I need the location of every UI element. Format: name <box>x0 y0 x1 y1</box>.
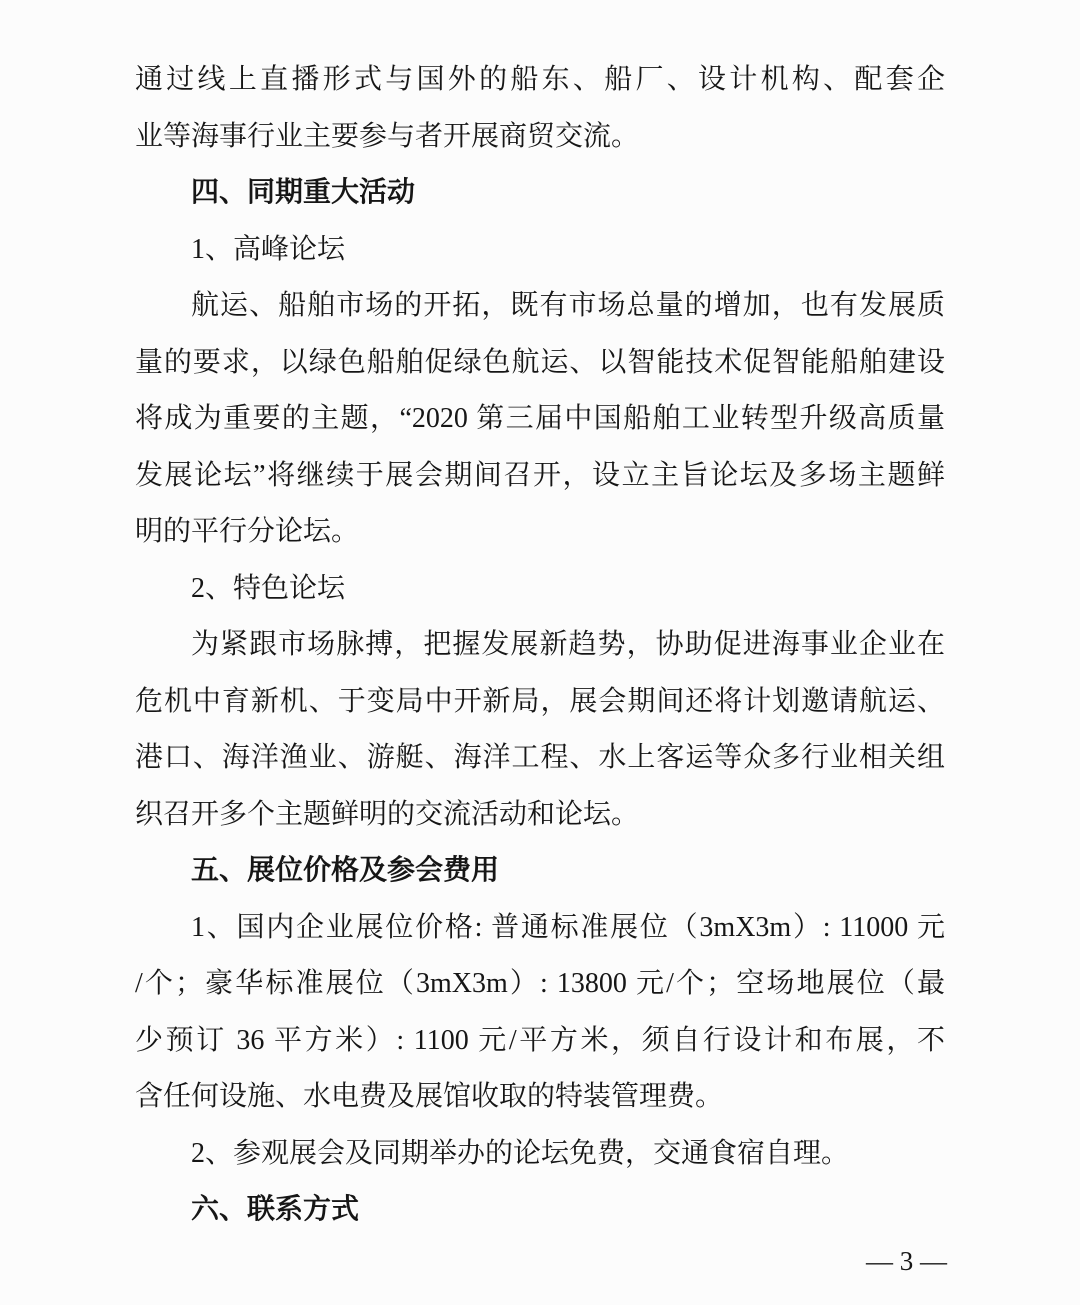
subsection-title: 1、高峰论坛 <box>191 233 346 265</box>
paragraph-line: 通过线上直播形式与国外的船东、船厂、设计机构、配套企 <box>135 64 945 95</box>
paragraph-line: 航运、船舶市场的开拓，既有市场总量的增加，也有发展质 <box>191 290 945 321</box>
paragraph-line: 少预订 36 平方米）: 1100 元/平方米，须自行设计和布展，不 <box>135 1024 945 1056</box>
paragraph-line: 为紧跟市场脉搏，把握发展新趋势，协助促进海事业企业在 <box>191 629 945 660</box>
paragraph-line: 将成为重要的主题，“2020 第三届中国船舶工业转型升级高质量 <box>135 403 945 434</box>
section-heading: 六、联系方式 <box>191 1194 360 1225</box>
paragraph-line: 港口、海洋渔业、游艇、海洋工程、水上客运等众多行业相关组 <box>135 742 945 773</box>
paragraph-line: 含任何设施、水电费及展馆收取的特装管理费。 <box>135 1081 724 1112</box>
section-heading: 五、展位价格及参会费用 <box>191 855 500 886</box>
paragraph-line: 明的平行分论坛。 <box>135 516 360 547</box>
paragraph-line: 1、国内企业展位价格: 普通标准展位（3mX3m）: 11000 元 <box>191 911 945 943</box>
subsection-title: 2、特色论坛 <box>191 572 346 604</box>
paragraph-line: 业等海事行业主要参与者开展商贸交流。 <box>135 120 640 152</box>
page-number: — 3 — <box>866 1245 947 1276</box>
paragraph-line: 织召开多个主题鲜明的交流活动和论坛。 <box>135 798 640 830</box>
paragraph-line: /个；豪华标准展位（3mX3m）: 13800 元/个；空场地展位（最 <box>135 968 945 999</box>
section-heading: 四、同期重大活动 <box>191 177 416 208</box>
paragraph-line: 2、参观展会及同期举办的论坛免费，交通食宿自理。 <box>191 1137 850 1169</box>
paragraph-line: 量的要求，以绿色船舶促绿色航运、以智能技术促智能船舶建设 <box>135 346 945 378</box>
paragraph-line: 危机中育新机、于变局中开新局，展会期间还将计划邀请航运、 <box>135 685 945 717</box>
paragraph-line: 发展论坛”将继续于展会期间召开，设立主旨论坛及多场主题鲜 <box>135 459 945 491</box>
